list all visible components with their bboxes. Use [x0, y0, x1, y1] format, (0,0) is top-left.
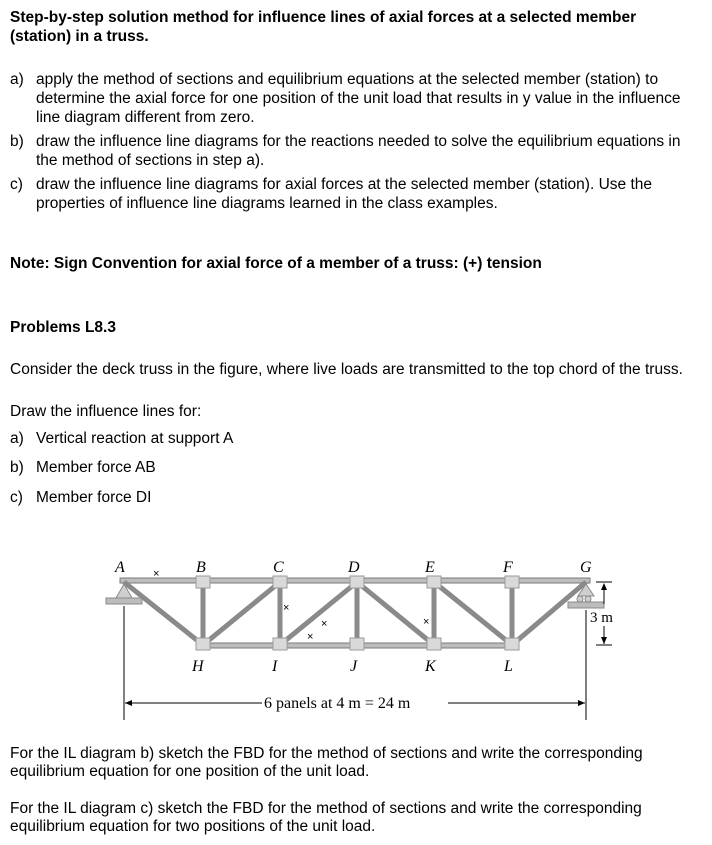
step-list	[10, 70, 705, 218]
footnote-c: For the IL diagram c) sketch the FBD for the method of sections and write the corresponding equilibrium equation for two positions of the unit load.	[10, 800, 642, 835]
height-dimension	[590, 582, 613, 645]
draw-prompt: Draw the influence lines for:	[10, 403, 202, 420]
node-label-i: I	[272, 658, 278, 675]
task-item	[10, 430, 233, 448]
task-item	[10, 459, 156, 477]
node-label-a: A	[115, 559, 125, 576]
task-label: a)	[10, 430, 24, 447]
node-label-k: K	[425, 658, 436, 675]
step-item	[10, 175, 705, 213]
step-text: draw the influence line diagrams for the reactions needed to solve the equilibrium equations in the method of sections in step a).	[36, 133, 681, 169]
section-mark: ×	[307, 631, 314, 643]
section-mark: ×	[153, 568, 160, 580]
problem-intro: Consider the deck truss in the figure, where live loads are transmitted to the top chord of the truss.	[10, 361, 683, 378]
task-text: Member force AB	[36, 459, 156, 476]
section-mark: ×	[423, 616, 430, 628]
step-text: apply the method of sections and equilibrium equations at the selected member (station) to determine the axial force for one position of the unit load that results in y value in the influence line diagram different from zero.	[36, 71, 681, 126]
node-label-l: L	[504, 658, 513, 675]
step-label: c)	[10, 176, 23, 193]
node-label-b: B	[196, 559, 206, 576]
task-label: c)	[10, 489, 23, 506]
height-label: 3 m	[590, 610, 613, 626]
node-label-c: C	[273, 559, 284, 576]
task-text: Vertical reaction at support A	[36, 430, 234, 447]
step-label: a)	[10, 71, 24, 88]
span-label: 6 panels at 4 m = 24 m	[264, 695, 411, 712]
sign-convention-note: Note: Sign Convention for axial force of a member of a truss: (+) tension	[10, 255, 542, 272]
page-heading: Step-by-step solution method for influence lines of axial forces at a selected member (station) in a truss.	[10, 9, 637, 45]
bottom-node-labels	[191, 658, 513, 675]
node-label-f: F	[503, 559, 513, 576]
section-mark: ×	[321, 618, 328, 630]
node-label-j: J	[350, 658, 358, 675]
task-text: Member force DI	[36, 489, 152, 506]
node-label-h: H	[192, 658, 204, 675]
node-label-g: G	[580, 559, 592, 576]
top-node-labels	[114, 559, 592, 576]
node-label-d: D	[348, 559, 360, 576]
task-item	[10, 489, 151, 507]
step-item	[10, 132, 705, 170]
step-item	[10, 70, 705, 127]
problem-title: Problems L8.3	[10, 319, 116, 336]
step-text: draw the influence line diagrams for axial forces at the selected member (station). Use the properties of influence line diagrams learned in the class examples.	[36, 176, 652, 212]
truss-figure	[0, 540, 712, 730]
node-label-e: E	[425, 559, 435, 576]
step-label: b)	[10, 133, 24, 150]
footnote-b: For the IL diagram b) sketch the FBD for the method of sections and write the corresponding equilibrium equation for one position of the unit load.	[10, 745, 643, 780]
task-label: b)	[10, 459, 24, 476]
section-mark: ×	[283, 602, 290, 614]
